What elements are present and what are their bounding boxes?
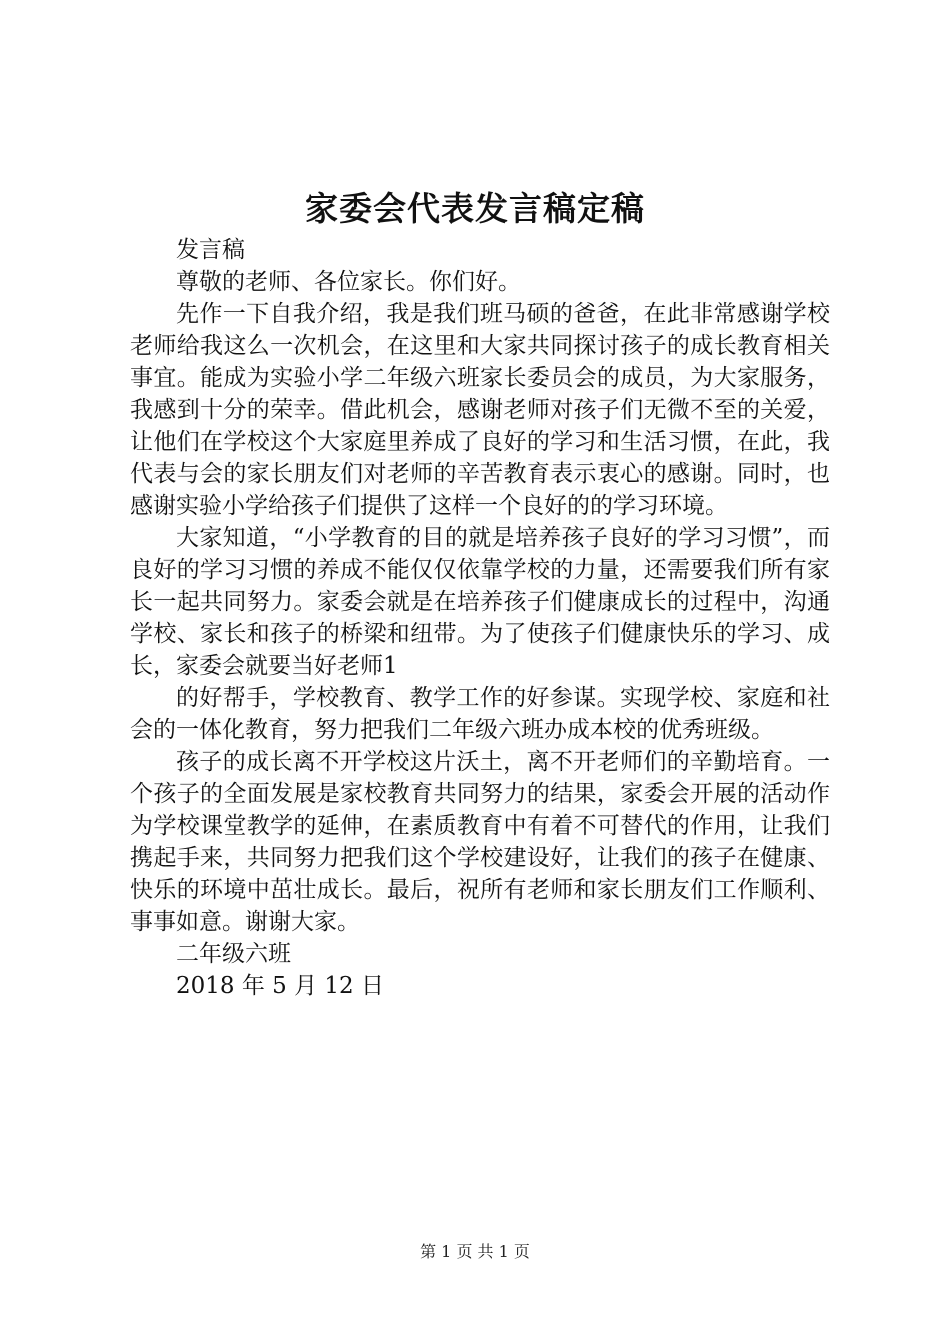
paragraph-greeting: 尊敬的老师、各位家长。你们好。 [176, 269, 521, 295]
paragraph-closing: 孩子的成长离不开学校这片沃土，离不开老师们的辛勤培育。一个孩子的全面发展是家校教育共同努力的结果，家委会开展的活动作为学校课堂教学的延伸，在素质教育中有着不可替代的作用，让我们携起手来，共同努力把我们这个学校建设好，让我们的孩子在健康、快乐的环境中茁壮成长。最后，祝所有老师和家长朋友们工作顺利、事事如意。谢谢大家。 [130, 749, 830, 935]
paragraph-introduction: 先作一下自我介绍，我是我们班马硕的爸爸，在此非常感谢学校老师给我这么一次机会，在这里和大家共同探讨孩子的成长教育相关事宜。能成为实验小学二年级六班家长委员会的成员，为大家服务，我感到十分的荣幸。借此机会，感谢老师对孩子们无微不至的关爱，让他们在学校这个大家庭里养成了良好的学习和生活习惯，在此，我代表与会的家长朋友们对老师的辛苦教育表示衷心的感谢。同时，也感谢实验小学给孩子们提供了这样一个良好的的学习环境。 [130, 301, 830, 519]
page-footer: 第 1 页 共 1 页 [420, 1242, 530, 1261]
document-body [130, 234, 830, 1002]
paragraph-date: 2018 年 5 月 12 日 [176, 973, 384, 999]
paragraph-habits: 大家知道，“小学教育的目的就是培养孩子良好的学习习惯”，而良好的学习习惯的养成不能仅仅依靠学校的力量，还需要我们所有家长一起共同努力。家委会就是在培养孩子们健康成长的过程中，沟通学校、家长和孩子的桥梁和纽带。为了使孩子们健康快乐的学习、成长，家委会就要当好老师1 [130, 525, 830, 679]
document-title: 家委会代表发言稿定稿 [305, 189, 645, 228]
paragraph-heading: 发言稿 [176, 237, 245, 263]
paragraph-signature-class: 二年级六班 [176, 941, 291, 967]
paragraph-helper: 的好帮手，学校教育、教学工作的好参谋。实现学校、家庭和社会的一体化教育，努力把我们二年级六班办成本校的优秀班级。 [130, 685, 830, 743]
